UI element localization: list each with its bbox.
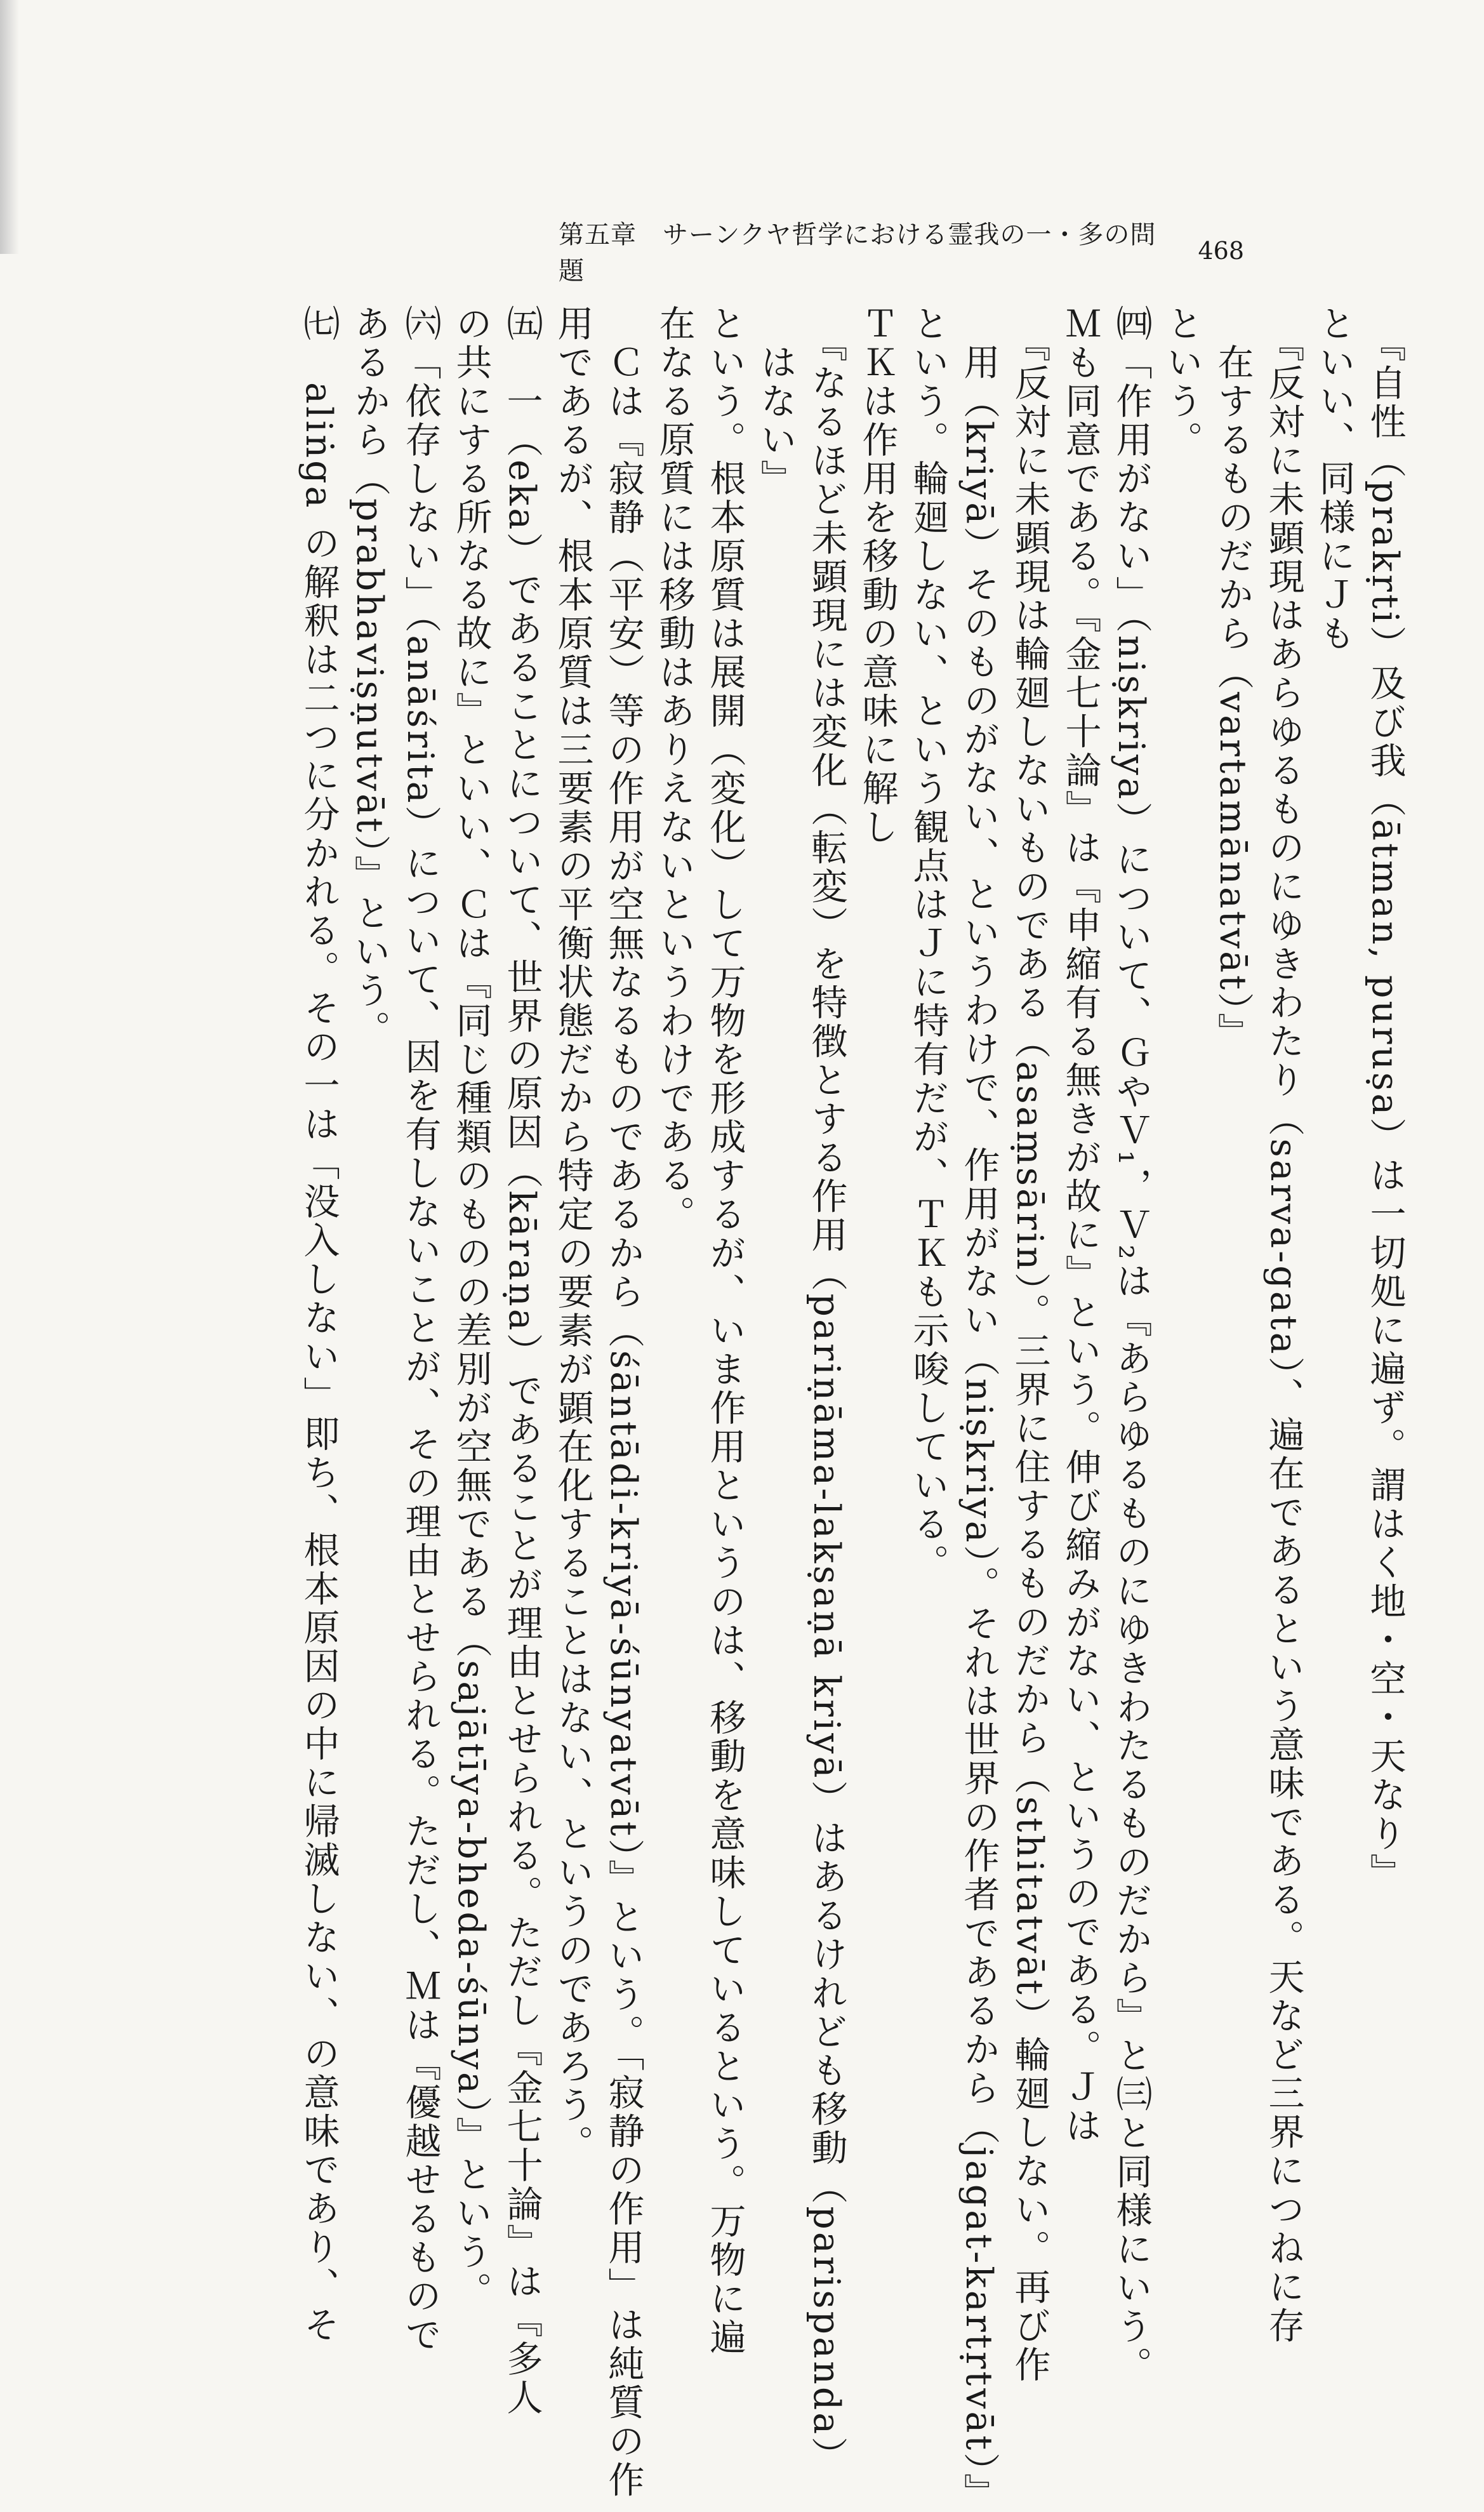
chapter-title: 第五章 サーンクヤ哲学における霊我の一・多の問題 — [559, 220, 1156, 286]
running-header — [559, 220, 1244, 286]
text-column: 『反対に未顕現は輪廻しないものである（asaṃsārin）。三界に住するものだから（sthitatvāt）輪廻しない。再び作 — [1009, 305, 1050, 2384]
text-column: ㈥「依存しない」（anāśrita）について、因を有しないことが、その理由とせられる。ただし、Ｍは『優越せるもので — [399, 305, 441, 2355]
text-column: ㈦ aliṅga の解釈は二つに分かれる。その一は「没入しない」即ち、根本原因の中に帰滅しない、の意味であり、そ — [298, 305, 340, 2344]
page-number: 468 — [1198, 237, 1244, 265]
text-column: という。根本原質は展開（変化）して万物を形成するが、いま作用というのは、移動を意味しているという。万物に遍 — [704, 305, 746, 2357]
text-column: 在なる原質には移動はありえないというわけである。 — [653, 305, 695, 1234]
text-column: 『自性（prakṛti）及び我（ātman, puruṣa）は一切処に遍ず。謂はく地・空・天なり』 — [1364, 305, 1406, 1892]
scan-edge-shadow — [0, 0, 19, 254]
text-column: という。 — [1161, 305, 1203, 460]
text-column: 『なるほど未顕現には変化（転変）を特徴とする作用（pariṇāma-lakṣaṇā kriyā）はあるけれども移動（parispanda） — [805, 305, 847, 2476]
vertical-text-body — [100, 305, 1408, 2512]
text-column: の共にする所なる故に』といい、Ｃは『同じ種類のものの差別が空無である（sajātīya-bheda-śūnya）』という。 — [450, 305, 492, 2311]
text-column: はない』 — [755, 305, 797, 498]
text-column: 在するものだから（vartamānatvāt）』 — [1212, 305, 1254, 1052]
text-column: 用であるが、根本原質は三要素の平衡状態だから特定の要素が顕在化することはない、というのであろう。 — [552, 305, 593, 2163]
text-column: 用（kriyā）そのものがない、というわけで、作用がない（niṣkriya）。それは世界の作者であるから（jagat-kartṛtvāt）』 — [958, 305, 1000, 2512]
text-column: あるから（prabhaviṣṇutvāt）』という。 — [348, 305, 390, 1049]
text-column: といい、同様にＪも — [1313, 305, 1355, 653]
text-column: Ｍも同意である。『金七十論』は『申縮有る無きが故に』という。伸び縮みがない、というのである。Ｊは — [1059, 305, 1101, 2146]
text-column: ㈣「作用がない」（niṣkriya）について、ＧやＶ₁，Ｖ₂は『あらゆるものにゆきわたるものだから』と㈢と同様にいう。 — [1110, 305, 1152, 2385]
text-column: 『反対に未顕現はあらゆるものにゆきわたり（sarva-gata）、遍在であるという意味である。天など三界につねに存 — [1262, 305, 1304, 2346]
text-column: という。輪廻しない、という観点はＪに特有だが、ＴＫも示唆している。 — [907, 305, 949, 1583]
text-column: ㈤ 一（eka）であることについて、世界の原因（kāraṇa）であることが理由とせられる。ただし『金七十論』は『多人 — [501, 305, 543, 2417]
text-column: ＴＫは作用を移動の意味に解し — [856, 305, 898, 847]
text-column: Ｃは『寂静（平安）等の作用が空無なるものであるから（śāntādi-kriyā-śūnyatvāt）』という。「寂静の作用」は純質の作 — [602, 305, 644, 2500]
